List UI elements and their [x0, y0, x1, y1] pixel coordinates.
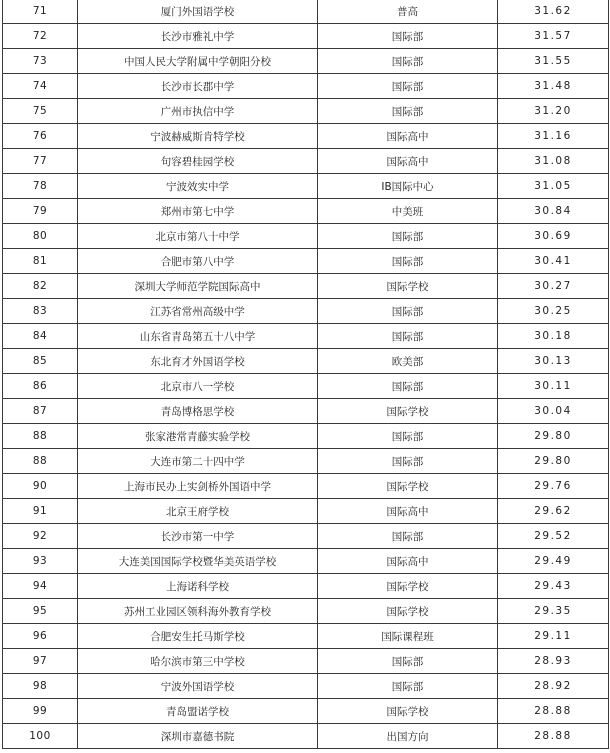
rank-cell: 91	[3, 499, 78, 524]
category-cell: 普高	[318, 0, 498, 24]
score-cell: 29.43	[498, 574, 609, 599]
school-name-cell: 长沙市雅礼中学	[78, 24, 318, 49]
category-cell: 国际部	[318, 299, 498, 324]
table-row	[3, 224, 609, 249]
rank-cell: 82	[3, 274, 78, 299]
category-cell: 国际部	[318, 674, 498, 699]
rank-cell: 73	[3, 49, 78, 74]
score-cell: 28.88	[498, 724, 609, 749]
table-row	[3, 299, 609, 324]
table-row	[3, 49, 609, 74]
rank-cell: 80	[3, 224, 78, 249]
rank-cell: 95	[3, 599, 78, 624]
school-name-cell: 合肥安生托马斯学校	[78, 624, 318, 649]
table-row	[3, 674, 609, 699]
category-cell: 国际学校	[318, 274, 498, 299]
table-row	[3, 549, 609, 574]
rank-cell: 100	[3, 724, 78, 749]
score-cell: 31.16	[498, 124, 609, 149]
table-row	[3, 99, 609, 124]
rank-cell: 88	[3, 424, 78, 449]
rank-cell: 99	[3, 699, 78, 724]
category-cell: 国际部	[318, 524, 498, 549]
school-name-cell: 宁波效实中学	[78, 174, 318, 199]
category-cell: 国际高中	[318, 549, 498, 574]
table-row	[3, 349, 609, 374]
table-row	[3, 499, 609, 524]
school-name-cell: 深圳大学师范学院国际高中	[78, 274, 318, 299]
school-name-cell: 长沙市第一中学	[78, 524, 318, 549]
school-name-cell: 北京市第八十中学	[78, 224, 318, 249]
school-name-cell: 大连美国国际学校暨华美英语学校	[78, 549, 318, 574]
rank-cell: 75	[3, 99, 78, 124]
school-name-cell: 长沙市长郡中学	[78, 74, 318, 99]
rank-cell: 88	[3, 449, 78, 474]
rank-cell: 78	[3, 174, 78, 199]
category-cell: 国际学校	[318, 399, 498, 424]
table-row	[3, 724, 609, 749]
category-cell: 欧美部	[318, 349, 498, 374]
rank-cell: 84	[3, 324, 78, 349]
score-cell: 31.55	[498, 49, 609, 74]
score-cell: 29.11	[498, 624, 609, 649]
table-row	[3, 0, 609, 24]
school-name-cell: 大连市第二十四中学	[78, 449, 318, 474]
score-cell: 30.11	[498, 374, 609, 399]
rank-cell: 79	[3, 199, 78, 224]
category-cell: 国际部	[318, 324, 498, 349]
category-cell: 国际高中	[318, 499, 498, 524]
rank-cell: 76	[3, 124, 78, 149]
score-cell: 31.62	[498, 0, 609, 24]
ranking-table	[2, 0, 609, 749]
table-row	[3, 524, 609, 549]
category-cell: 国际部	[318, 99, 498, 124]
table-row	[3, 474, 609, 499]
rank-cell: 92	[3, 524, 78, 549]
category-cell: 国际部	[318, 74, 498, 99]
school-name-cell: 青岛博格思学校	[78, 399, 318, 424]
score-cell: 31.57	[498, 24, 609, 49]
school-name-cell: 宁波赫威斯肯特学校	[78, 124, 318, 149]
category-cell: 国际部	[318, 49, 498, 74]
school-name-cell: 张家港常青藤实验学校	[78, 424, 318, 449]
category-cell: 国际学校	[318, 474, 498, 499]
table-row	[3, 24, 609, 49]
school-name-cell: 郑州市第七中学	[78, 199, 318, 224]
school-name-cell: 北京王府学校	[78, 499, 318, 524]
rank-cell: 94	[3, 574, 78, 599]
score-cell: 29.52	[498, 524, 609, 549]
school-name-cell: 深圳市嘉德书院	[78, 724, 318, 749]
category-cell: 国际学校	[318, 599, 498, 624]
rank-cell: 71	[3, 0, 78, 24]
school-name-cell: 广州市执信中学	[78, 99, 318, 124]
school-name-cell: 山东省青岛第五十八中学	[78, 324, 318, 349]
category-cell: 国际学校	[318, 574, 498, 599]
school-name-cell: 宁波外国语学校	[78, 674, 318, 699]
score-cell: 30.84	[498, 199, 609, 224]
table-row	[3, 449, 609, 474]
category-cell: 国际部	[318, 224, 498, 249]
ranking-table-body	[3, 0, 609, 749]
score-cell: 30.13	[498, 349, 609, 374]
table-row	[3, 199, 609, 224]
category-cell: 国际部	[318, 24, 498, 49]
score-cell: 31.08	[498, 149, 609, 174]
category-cell: 出国方向	[318, 724, 498, 749]
rank-cell: 93	[3, 549, 78, 574]
score-cell: 28.92	[498, 674, 609, 699]
category-cell: 国际高中	[318, 149, 498, 174]
score-cell: 30.25	[498, 299, 609, 324]
score-cell: 29.80	[498, 449, 609, 474]
school-name-cell: 江苏省常州高级中学	[78, 299, 318, 324]
score-cell: 31.20	[498, 99, 609, 124]
rank-cell: 77	[3, 149, 78, 174]
table-row	[3, 624, 609, 649]
rank-cell: 97	[3, 649, 78, 674]
rank-cell: 72	[3, 24, 78, 49]
school-name-cell: 青岛盟诺学校	[78, 699, 318, 724]
category-cell: 国际部	[318, 374, 498, 399]
score-cell: 29.76	[498, 474, 609, 499]
rank-cell: 96	[3, 624, 78, 649]
score-cell: 30.41	[498, 249, 609, 274]
school-name-cell: 上海市民办上实剑桥外国语中学	[78, 474, 318, 499]
school-name-cell: 合肥市第八中学	[78, 249, 318, 274]
table-row	[3, 74, 609, 99]
category-cell: 国际部	[318, 649, 498, 674]
score-cell: 30.04	[498, 399, 609, 424]
table-row	[3, 274, 609, 299]
category-cell: 国际课程班	[318, 624, 498, 649]
table-row	[3, 649, 609, 674]
rank-cell: 87	[3, 399, 78, 424]
school-name-cell: 东北育才外国语学校	[78, 349, 318, 374]
category-cell: 国际高中	[318, 124, 498, 149]
rank-cell: 81	[3, 249, 78, 274]
category-cell: IB国际中心	[318, 174, 498, 199]
score-cell: 30.27	[498, 274, 609, 299]
score-cell: 30.18	[498, 324, 609, 349]
table-row	[3, 249, 609, 274]
school-name-cell: 厦门外国语学校	[78, 0, 318, 24]
score-cell: 28.93	[498, 649, 609, 674]
table-row	[3, 699, 609, 724]
category-cell: 国际学校	[318, 699, 498, 724]
score-cell: 28.88	[498, 699, 609, 724]
score-cell: 29.80	[498, 424, 609, 449]
score-cell: 29.35	[498, 599, 609, 624]
score-cell: 31.48	[498, 74, 609, 99]
rank-cell: 74	[3, 74, 78, 99]
rank-cell: 90	[3, 474, 78, 499]
rank-cell: 86	[3, 374, 78, 399]
table-row	[3, 574, 609, 599]
school-name-cell: 句容碧桂园学校	[78, 149, 318, 174]
table-row	[3, 374, 609, 399]
table-row	[3, 174, 609, 199]
rank-cell: 98	[3, 674, 78, 699]
category-cell: 中美班	[318, 199, 498, 224]
rank-cell: 85	[3, 349, 78, 374]
school-name-cell: 北京市八一学校	[78, 374, 318, 399]
score-cell: 29.49	[498, 549, 609, 574]
score-cell: 29.62	[498, 499, 609, 524]
category-cell: 国际部	[318, 449, 498, 474]
table-row	[3, 124, 609, 149]
school-name-cell: 中国人民大学附属中学朝阳分校	[78, 49, 318, 74]
score-cell: 30.69	[498, 224, 609, 249]
school-name-cell: 苏州工业园区领科海外教育学校	[78, 599, 318, 624]
category-cell: 国际部	[318, 249, 498, 274]
category-cell: 国际部	[318, 424, 498, 449]
table-row	[3, 324, 609, 349]
score-cell: 31.05	[498, 174, 609, 199]
rank-cell: 83	[3, 299, 78, 324]
school-name-cell: 上海诺科学校	[78, 574, 318, 599]
table-row	[3, 599, 609, 624]
school-name-cell: 哈尔滨市第三中学校	[78, 649, 318, 674]
table-row	[3, 424, 609, 449]
table-row	[3, 399, 609, 424]
table-row	[3, 149, 609, 174]
